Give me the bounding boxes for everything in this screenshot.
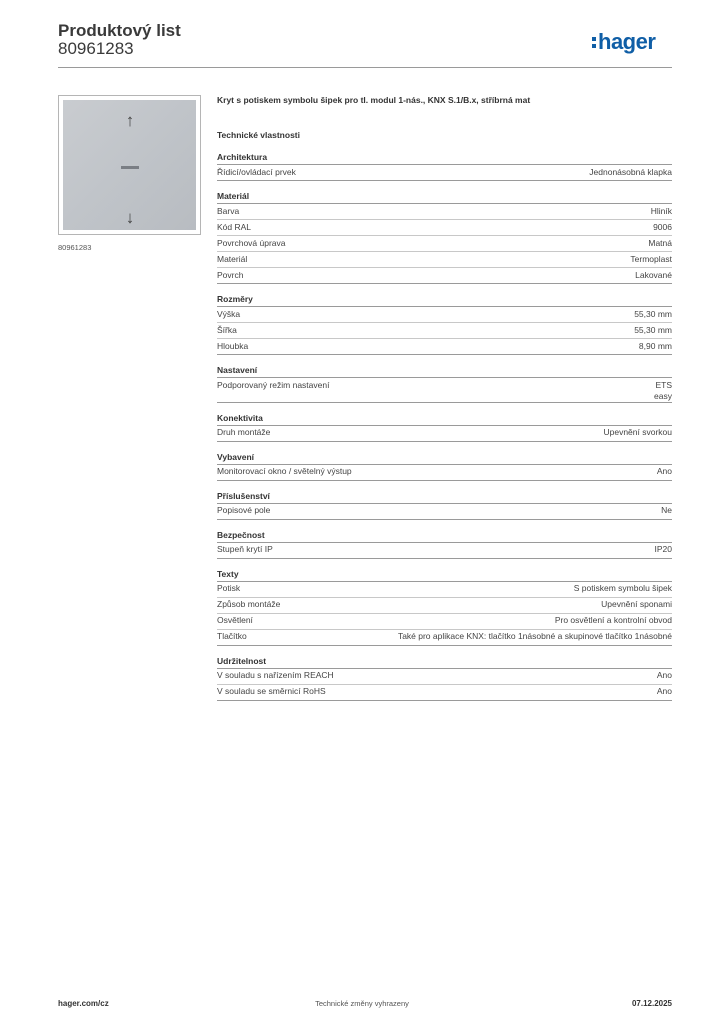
- spec-group-title: Příslušenství: [217, 490, 672, 504]
- spec-value: Upevnění svorkou: [603, 427, 672, 437]
- spec-value: Také pro aplikace KNX: tlačítko 1násobné a skupinové tlačítko 1násobné: [397, 631, 672, 641]
- spec-row: [217, 220, 672, 236]
- spec-group-title: Udržitelnost: [217, 655, 672, 669]
- spec-row: [217, 614, 672, 630]
- spec-group-title: Materiál: [217, 190, 672, 204]
- spec-group-title: Konektivita: [217, 412, 672, 426]
- spec-group: [217, 190, 672, 284]
- spec-value: S potiskem symbolu šipek: [573, 583, 672, 593]
- spec-groups: [217, 151, 672, 701]
- spec-label: V souladu se směrnicí RoHS: [217, 686, 326, 696]
- product-description: Kryt s potiskem symbolu šipek pro tl. modul 1-nás., KNX S.1/B.x, stříbrná mat: [217, 95, 531, 105]
- switch-cover-plate: [63, 100, 196, 230]
- spec-group: [217, 451, 672, 481]
- spec-value: Ano: [656, 686, 672, 696]
- spec-label: Potisk: [217, 583, 241, 593]
- spec-value: Pro osvětlení a kontrolní obvod: [554, 615, 672, 625]
- spec-row: [217, 339, 672, 355]
- footer-website: hager.com/cz: [58, 999, 109, 1008]
- spec-label: Povrchová úprava: [217, 237, 286, 248]
- spec-group: [217, 364, 672, 403]
- section-title: Technické vlastnosti: [217, 130, 300, 140]
- spec-label: Monitorovací okno / světelný výstup: [217, 466, 352, 476]
- spec-label: Popisové pole: [217, 505, 271, 515]
- spec-group: [217, 655, 672, 701]
- spec-row: [217, 582, 672, 598]
- spec-row: [217, 543, 672, 559]
- spec-group: [217, 568, 672, 646]
- spec-label: Tlačítko: [217, 631, 247, 641]
- product-image-caption: 80961283: [58, 243, 92, 252]
- spec-group-title: Bezpečnost: [217, 529, 672, 543]
- spec-row: [217, 323, 672, 339]
- footer-date: 07.12.2025: [631, 999, 672, 1008]
- spec-value: 55,30 mm: [634, 308, 672, 319]
- spec-row: [217, 204, 672, 220]
- spec-group-title: Texty: [217, 568, 672, 582]
- spec-group: [217, 529, 672, 559]
- spec-group: [217, 490, 672, 520]
- header-divider: [58, 67, 672, 68]
- spec-group: [217, 151, 672, 181]
- spec-group-title: Rozměry: [217, 293, 672, 307]
- spec-label: Stupeň krytí IP: [217, 544, 273, 554]
- spec-label: Řídicí/ovládací prvek: [217, 166, 296, 177]
- spec-value: IP20: [654, 544, 672, 554]
- spec-row: [217, 504, 672, 520]
- spec-row: [217, 378, 672, 403]
- spec-row: [217, 307, 672, 323]
- spec-row: [217, 268, 672, 284]
- spec-group: [217, 293, 672, 355]
- spec-row: [217, 465, 672, 481]
- spec-label: Výška: [217, 308, 241, 319]
- spec-value: Termoplast: [630, 253, 672, 264]
- spec-value: Matná: [648, 237, 672, 248]
- page-title: Produktový list: [58, 21, 181, 40]
- spec-row: [217, 236, 672, 252]
- spec-value: Hliník: [650, 205, 672, 216]
- arrow-down-icon: ↓: [125, 208, 135, 227]
- spec-group-title: Nastavení: [217, 364, 672, 378]
- spec-value: Lakované: [635, 269, 672, 280]
- spec-group: [217, 412, 672, 442]
- spec-row: [217, 669, 672, 685]
- footer-disclaimer: Technické změny vyhrazeny: [315, 999, 409, 1008]
- spec-label: Materiál: [217, 253, 248, 264]
- hager-logo: [592, 30, 674, 56]
- spec-label: Způsob montáže: [217, 599, 281, 609]
- spec-label: Osvětlení: [217, 615, 253, 625]
- spec-value: 55,30 mm: [634, 324, 672, 335]
- spec-value: Ano: [656, 466, 672, 476]
- spec-label: V souladu s nařízením REACH: [217, 670, 334, 680]
- spec-content: [217, 94, 672, 701]
- logo-text: hager: [598, 30, 656, 54]
- spec-value: Upevnění sponami: [601, 599, 672, 609]
- spec-value: Ano: [656, 670, 672, 680]
- spec-row: [217, 252, 672, 268]
- spec-label: Barva: [217, 205, 240, 216]
- spec-value: 9006: [653, 221, 672, 232]
- spec-value: ETS easy: [654, 379, 672, 401]
- spec-label: Podporovaný režim nastavení: [217, 379, 330, 390]
- spec-row: [217, 165, 672, 181]
- spec-label: Kód RAL: [217, 221, 252, 232]
- spec-value: Jednonásobná klapka: [589, 166, 672, 177]
- product-number: 80961283: [58, 39, 134, 58]
- spec-label: Povrch: [217, 269, 244, 280]
- spec-row: [217, 598, 672, 614]
- spec-label: Šířka: [217, 324, 237, 335]
- arrow-up-icon: ↑: [125, 111, 135, 130]
- spec-value: 8,90 mm: [638, 340, 672, 351]
- spec-group-title: Vybavení: [217, 451, 672, 465]
- led-window-icon: [121, 166, 139, 169]
- product-image: [58, 95, 201, 235]
- spec-row: [217, 426, 672, 442]
- spec-label: Hloubka: [217, 340, 249, 351]
- spec-label: Druh montáže: [217, 427, 271, 437]
- spec-row: [217, 630, 672, 646]
- spec-value: Ne: [661, 505, 672, 515]
- spec-row: [217, 685, 672, 701]
- spec-group-title: Architektura: [217, 151, 672, 165]
